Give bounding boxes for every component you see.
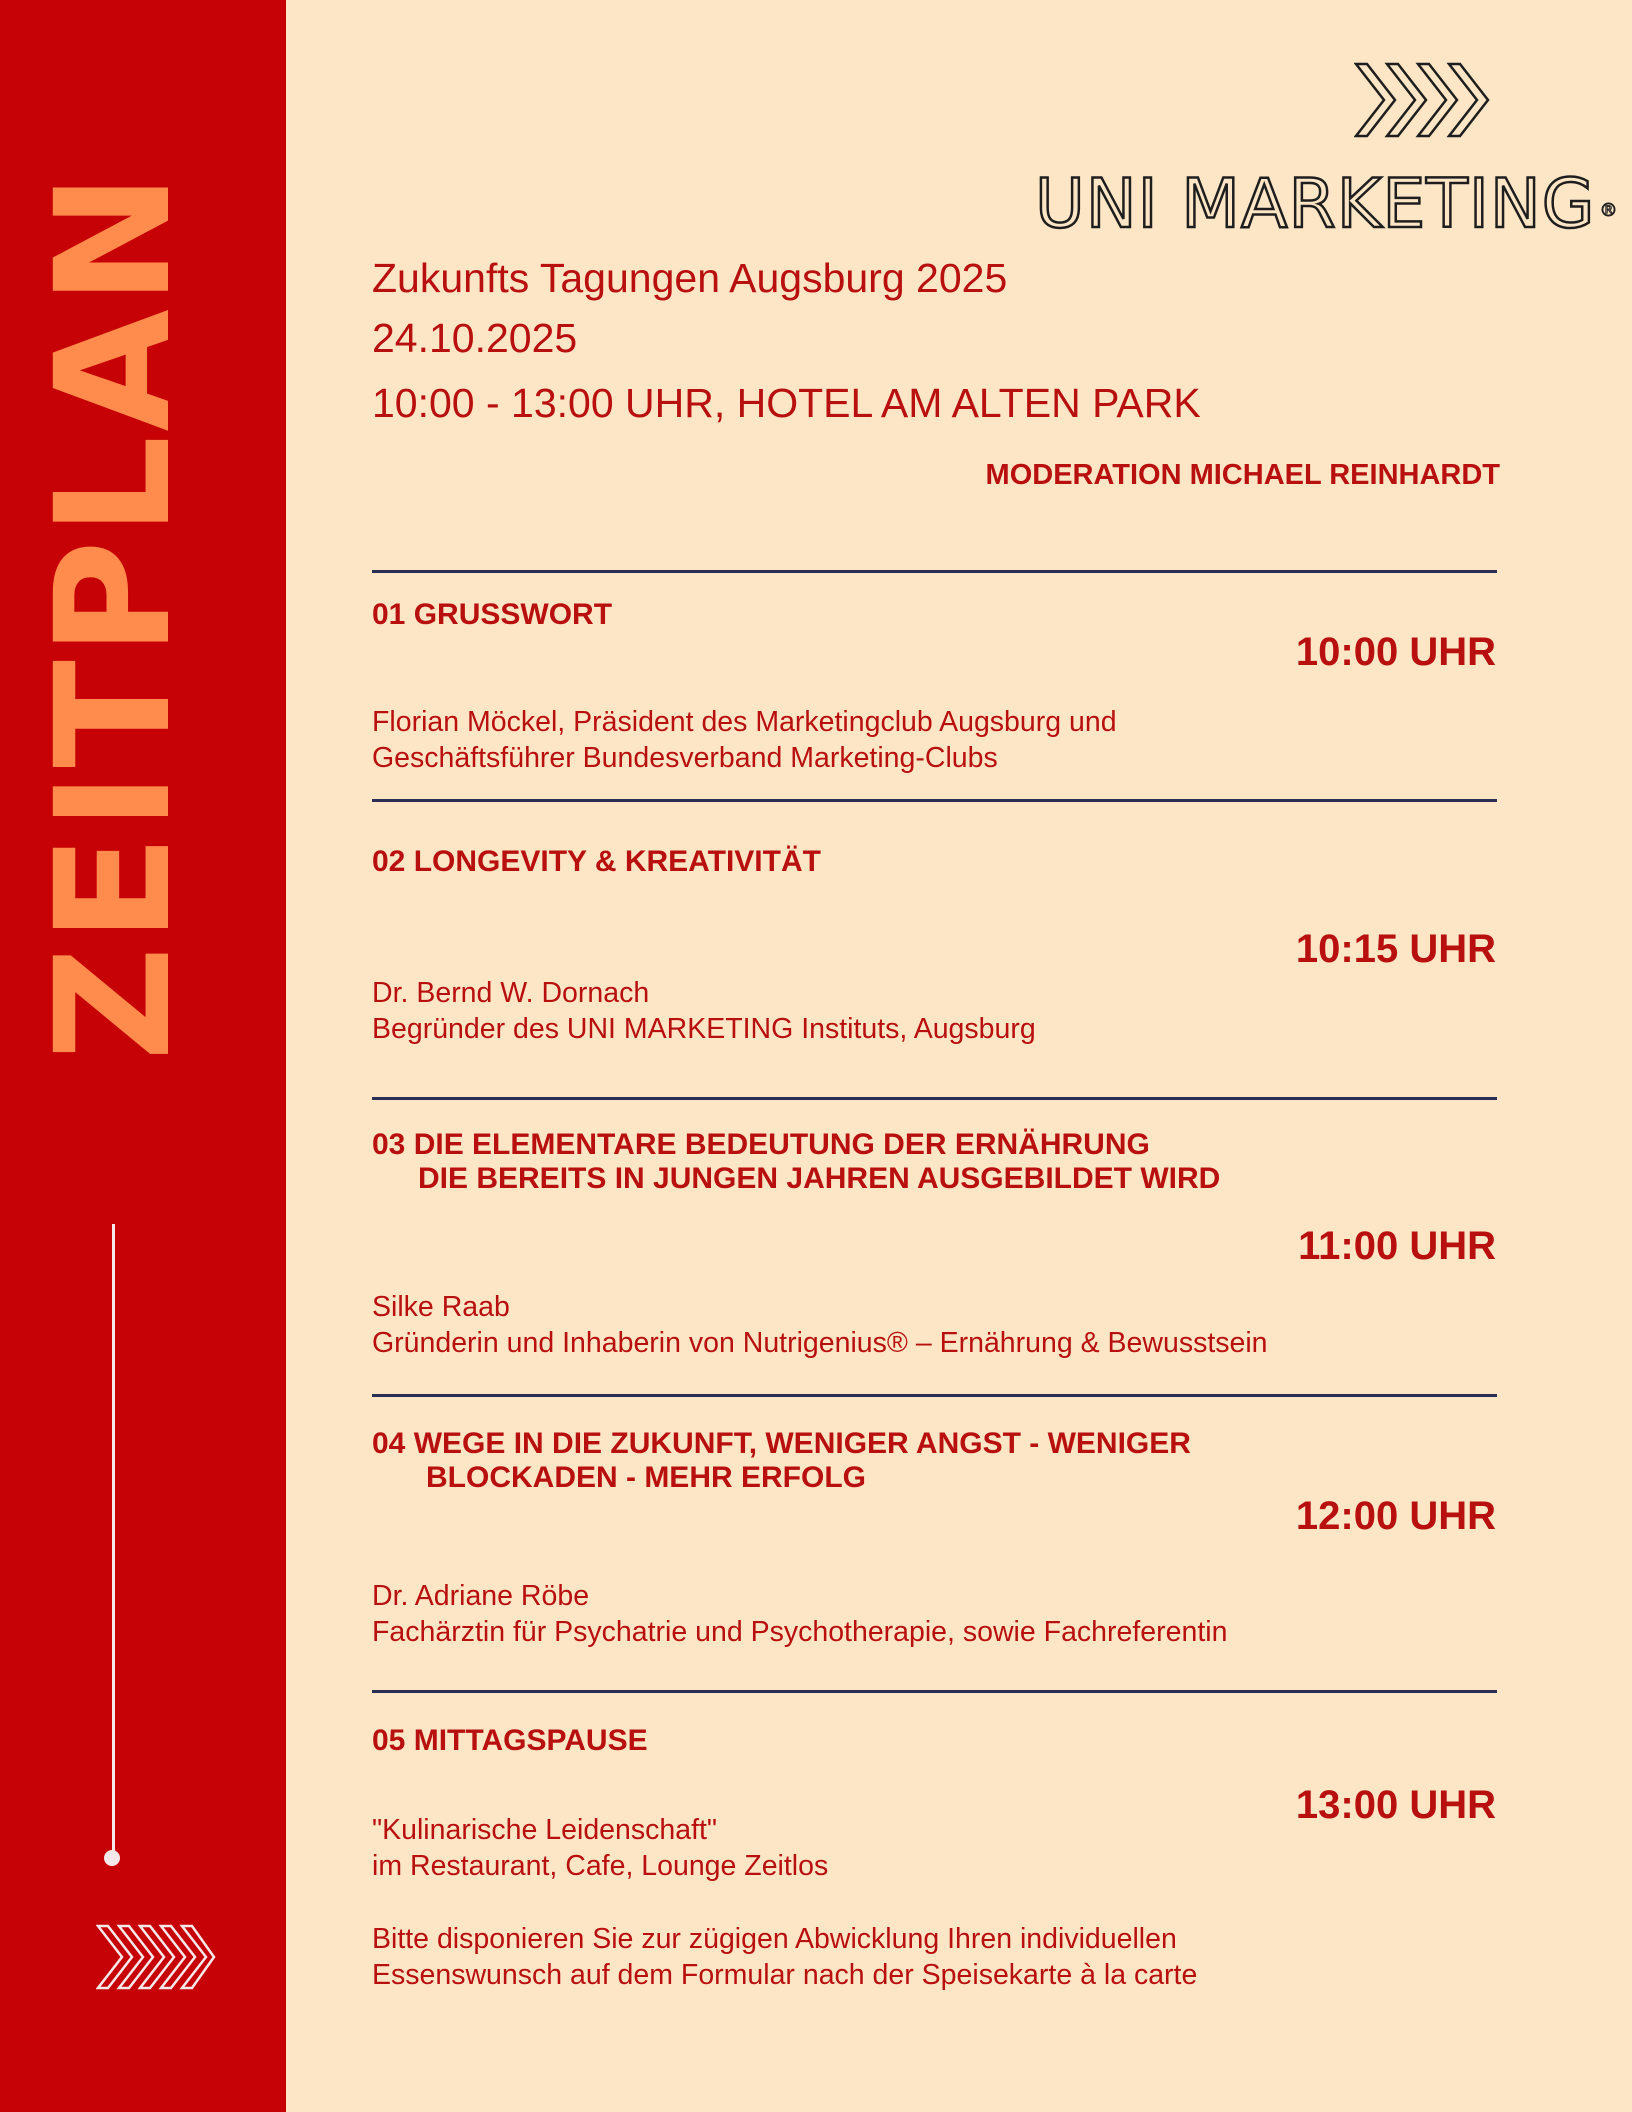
agenda-item-title [372, 598, 612, 632]
desc-line: Dr. Adriane Röbe [372, 1580, 590, 1612]
moderation-label: MODERATION MICHAEL REINHARDT [985, 459, 1500, 491]
zeitplan-title: ZEITPLAN [22, 168, 206, 1062]
chevrons-right-icon [1354, 62, 1496, 138]
agenda-item-time: 10:00 UHR [1295, 630, 1496, 674]
desc-line: "Kulinarische Leidenschaft" [372, 1814, 718, 1846]
agenda-item-title [372, 1128, 1220, 1196]
divider [372, 799, 1497, 802]
desc-line: Silke Raab [372, 1291, 510, 1323]
title-line: DIE BEREITS IN JUNGEN JAHREN AUSGEBILDET WIRD [418, 1162, 1221, 1195]
title-line: 04 WEGE IN DIE ZUKUNFT, WENIGER ANGST - WENIGER [372, 1427, 1191, 1460]
agenda-item-title [372, 1427, 1191, 1495]
sidebar [0, 0, 286, 2112]
agenda-item-description [372, 1289, 1268, 1361]
logo-text: UNI MARKETING [1035, 165, 1596, 244]
event-title: Zukunfts Tagungen Augsburg 2025 [372, 255, 1008, 301]
title-line: 02 LONGEVITY & KREATIVITÄT [372, 845, 821, 878]
agenda-item-time: 11:00 UHR [1298, 1224, 1496, 1268]
registered-mark: ® [1599, 200, 1619, 221]
note-line: Essenswunsch auf dem Formular nach der Speisekarte à la carte [372, 1959, 1198, 1991]
agenda-item-title [372, 845, 821, 879]
agenda-item-description [372, 1578, 1227, 1650]
title-line: 05 MITTAGSPAUSE [372, 1724, 648, 1757]
sidebar-line-dot [104, 1850, 120, 1866]
agenda-item-time: 10:15 UHR [1295, 927, 1496, 971]
divider [372, 1690, 1497, 1693]
desc-line: Dr. Bernd W. Dornach [372, 977, 650, 1009]
event-date: 24.10.2025 [372, 315, 578, 361]
title-line: 03 DIE ELEMENTARE BEDEUTUNG DER ERNÄHRUNG [372, 1128, 1150, 1161]
desc-line: Gründerin und Inhaberin von Nutrigenius® – Ernährung & Bewusstsein [372, 1327, 1268, 1359]
agenda-item-description [372, 704, 1117, 776]
sidebar-vertical-line [112, 1224, 115, 1858]
uni-marketing-logo [1035, 165, 1619, 244]
title-line: 01 GRUSSWORT [372, 598, 613, 631]
desc-line: im Restaurant, Cafe, Lounge Zeitlos [372, 1850, 829, 1882]
desc-line: Florian Möckel, Präsident des Marketingclub Augsburg und [372, 706, 1117, 738]
desc-line: Geschäftsführer Bundesverband Marketing-Clubs [372, 742, 998, 774]
desc-line: Begründer des UNI MARKETING Instituts, Augsburg [372, 1013, 1036, 1045]
divider [372, 1097, 1497, 1100]
agenda-item-time: 12:00 UHR [1295, 1494, 1496, 1538]
lunch-note [372, 1921, 1197, 1993]
agenda-item-description [372, 1812, 828, 1884]
title-line: BLOCKADEN - MEHR ERFOLG [426, 1461, 866, 1494]
event-time-location: 10:00 - 13:00 UHR, HOTEL AM ALTEN PARK [372, 380, 1201, 426]
note-line: Bitte disponieren Sie zur zügigen Abwicklung Ihren individuellen [372, 1923, 1177, 1955]
agenda-item-title [372, 1724, 648, 1758]
chevrons-right-icon [96, 1924, 216, 1990]
divider [372, 570, 1497, 573]
agenda-item-time: 13:00 UHR [1295, 1783, 1496, 1827]
agenda-item-description [372, 975, 1036, 1047]
desc-line: Fachärztin für Psychatrie und Psychotherapie, sowie Fachreferentin [372, 1616, 1228, 1648]
divider [372, 1394, 1497, 1397]
